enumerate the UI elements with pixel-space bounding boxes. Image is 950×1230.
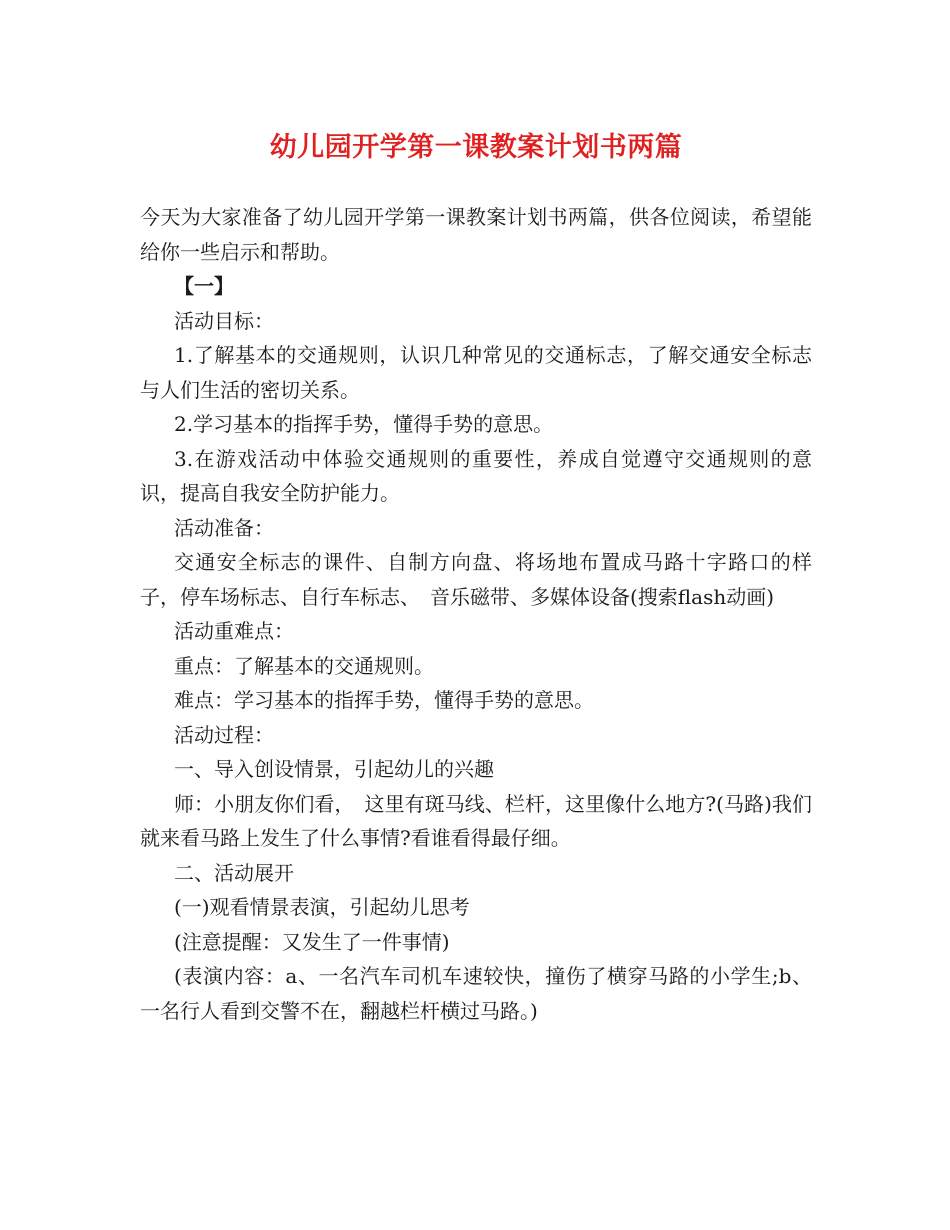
teacher-dialogue: 师：小朋友你们看， 这里有斑马线、栏杆，这里像什么地方?(马路)我们就来看马路上发生了什么事情?看谁看得最仔细。	[140, 791, 812, 850]
substep-watch-performance: (一)观看情景表演，引起幼儿思考	[174, 895, 470, 919]
heading-activity-goals: 活动目标：	[174, 308, 274, 333]
goal-item-3: 3.在游戏活动中体验交通规则的重要性，养成自觉遵守交通规则的意识，提高自我安全防护能力。	[140, 446, 812, 505]
difficult-point: 难点：学习基本的指挥手势，懂得手势的意思。	[174, 688, 594, 712]
note-reminder: (注意提醒：又发生了一件事情)	[174, 929, 450, 954]
goal-item-2: 2.学习基本的指挥手势，懂得手势的意思。	[174, 412, 554, 436]
document-title: 幼儿园开学第一课教案计划书两篇	[269, 132, 683, 163]
section-heading-one: 【一】	[174, 274, 234, 298]
heading-activity-prep: 活动准备：	[174, 515, 274, 540]
heading-activity-process: 活动过程：	[174, 722, 274, 747]
performance-content: (表演内容：a、一名汽车司机车速较快，撞伤了横穿马路的小学生;b、一名行人看到交警不在，翻越栏杆横过马路。)	[140, 964, 812, 1023]
intro-paragraph: 今天为大家准备了幼儿园开学第一课教案计划书两篇，供各位阅读，希望能给你一些启示和帮助。	[140, 205, 812, 264]
heading-key-points: 活动重难点：	[174, 619, 294, 643]
prep-paragraph: 交通安全标志的课件、自制方向盘、将场地布置成马路十字路口的样子，停车场标志、自行车标志、 音乐磁带、多媒体设备(搜索flash动画)	[140, 550, 812, 609]
key-point: 重点：了解基本的交通规则。	[174, 653, 434, 678]
goal-item-1: 1.了解基本的交通规则，认识几种常见的交通标志，了解交通安全标志与人们生活的密切关系。	[140, 343, 812, 402]
process-step-1: 一、导入创设情景，引起幼儿的兴趣	[174, 757, 494, 781]
document-page	[140, 128, 812, 1028]
process-step-2: 二、活动展开	[174, 860, 294, 885]
